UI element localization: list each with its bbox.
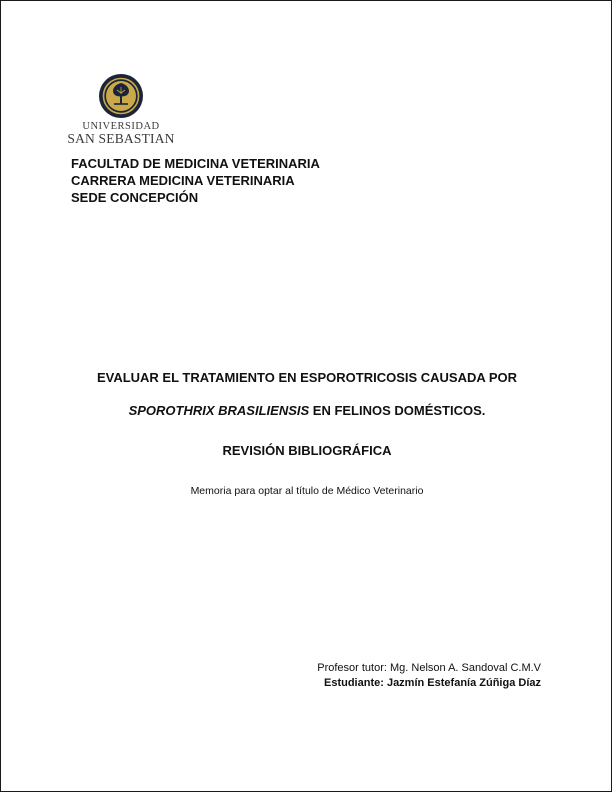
thesis-type: REVISIÓN BIBLIOGRÁFICA <box>222 443 392 458</box>
tutor-line: Profesor tutor: Mg. Nelson A. Sandoval C.M.V <box>317 662 541 674</box>
campus-name: SEDE CONCEPCIÓN <box>71 190 199 205</box>
credits-block <box>317 661 541 691</box>
thesis-title-line2-rest: EN FELINOS DOMÉSTICOS. <box>309 403 486 418</box>
faculty-name: FACULTAD DE MEDICINA VETERINARIA <box>71 156 320 171</box>
university-logo <box>65 73 177 146</box>
career-name: CARRERA MEDICINA VETERINARIA <box>71 173 295 188</box>
university-name-line1: UNIVERSIDAD <box>82 121 160 132</box>
degree-statement: Memoria para optar al título de Médico Veterinario <box>190 485 424 497</box>
thesis-title-line2 <box>1 403 612 418</box>
faculty-header <box>71 155 320 206</box>
student-line: Estudiante: Jazmín Estefanía Zúñiga Díaz <box>324 677 541 689</box>
thesis-title-line1: EVALUAR EL TRATAMIENTO EN ESPOROTRICOSIS CAUSADA POR <box>96 370 518 385</box>
university-name-line2: SAN SEBASTIAN <box>67 131 175 146</box>
species-name: SPOROTHRIX BRASILIENSIS <box>128 403 310 418</box>
university-seal-icon <box>98 73 144 119</box>
